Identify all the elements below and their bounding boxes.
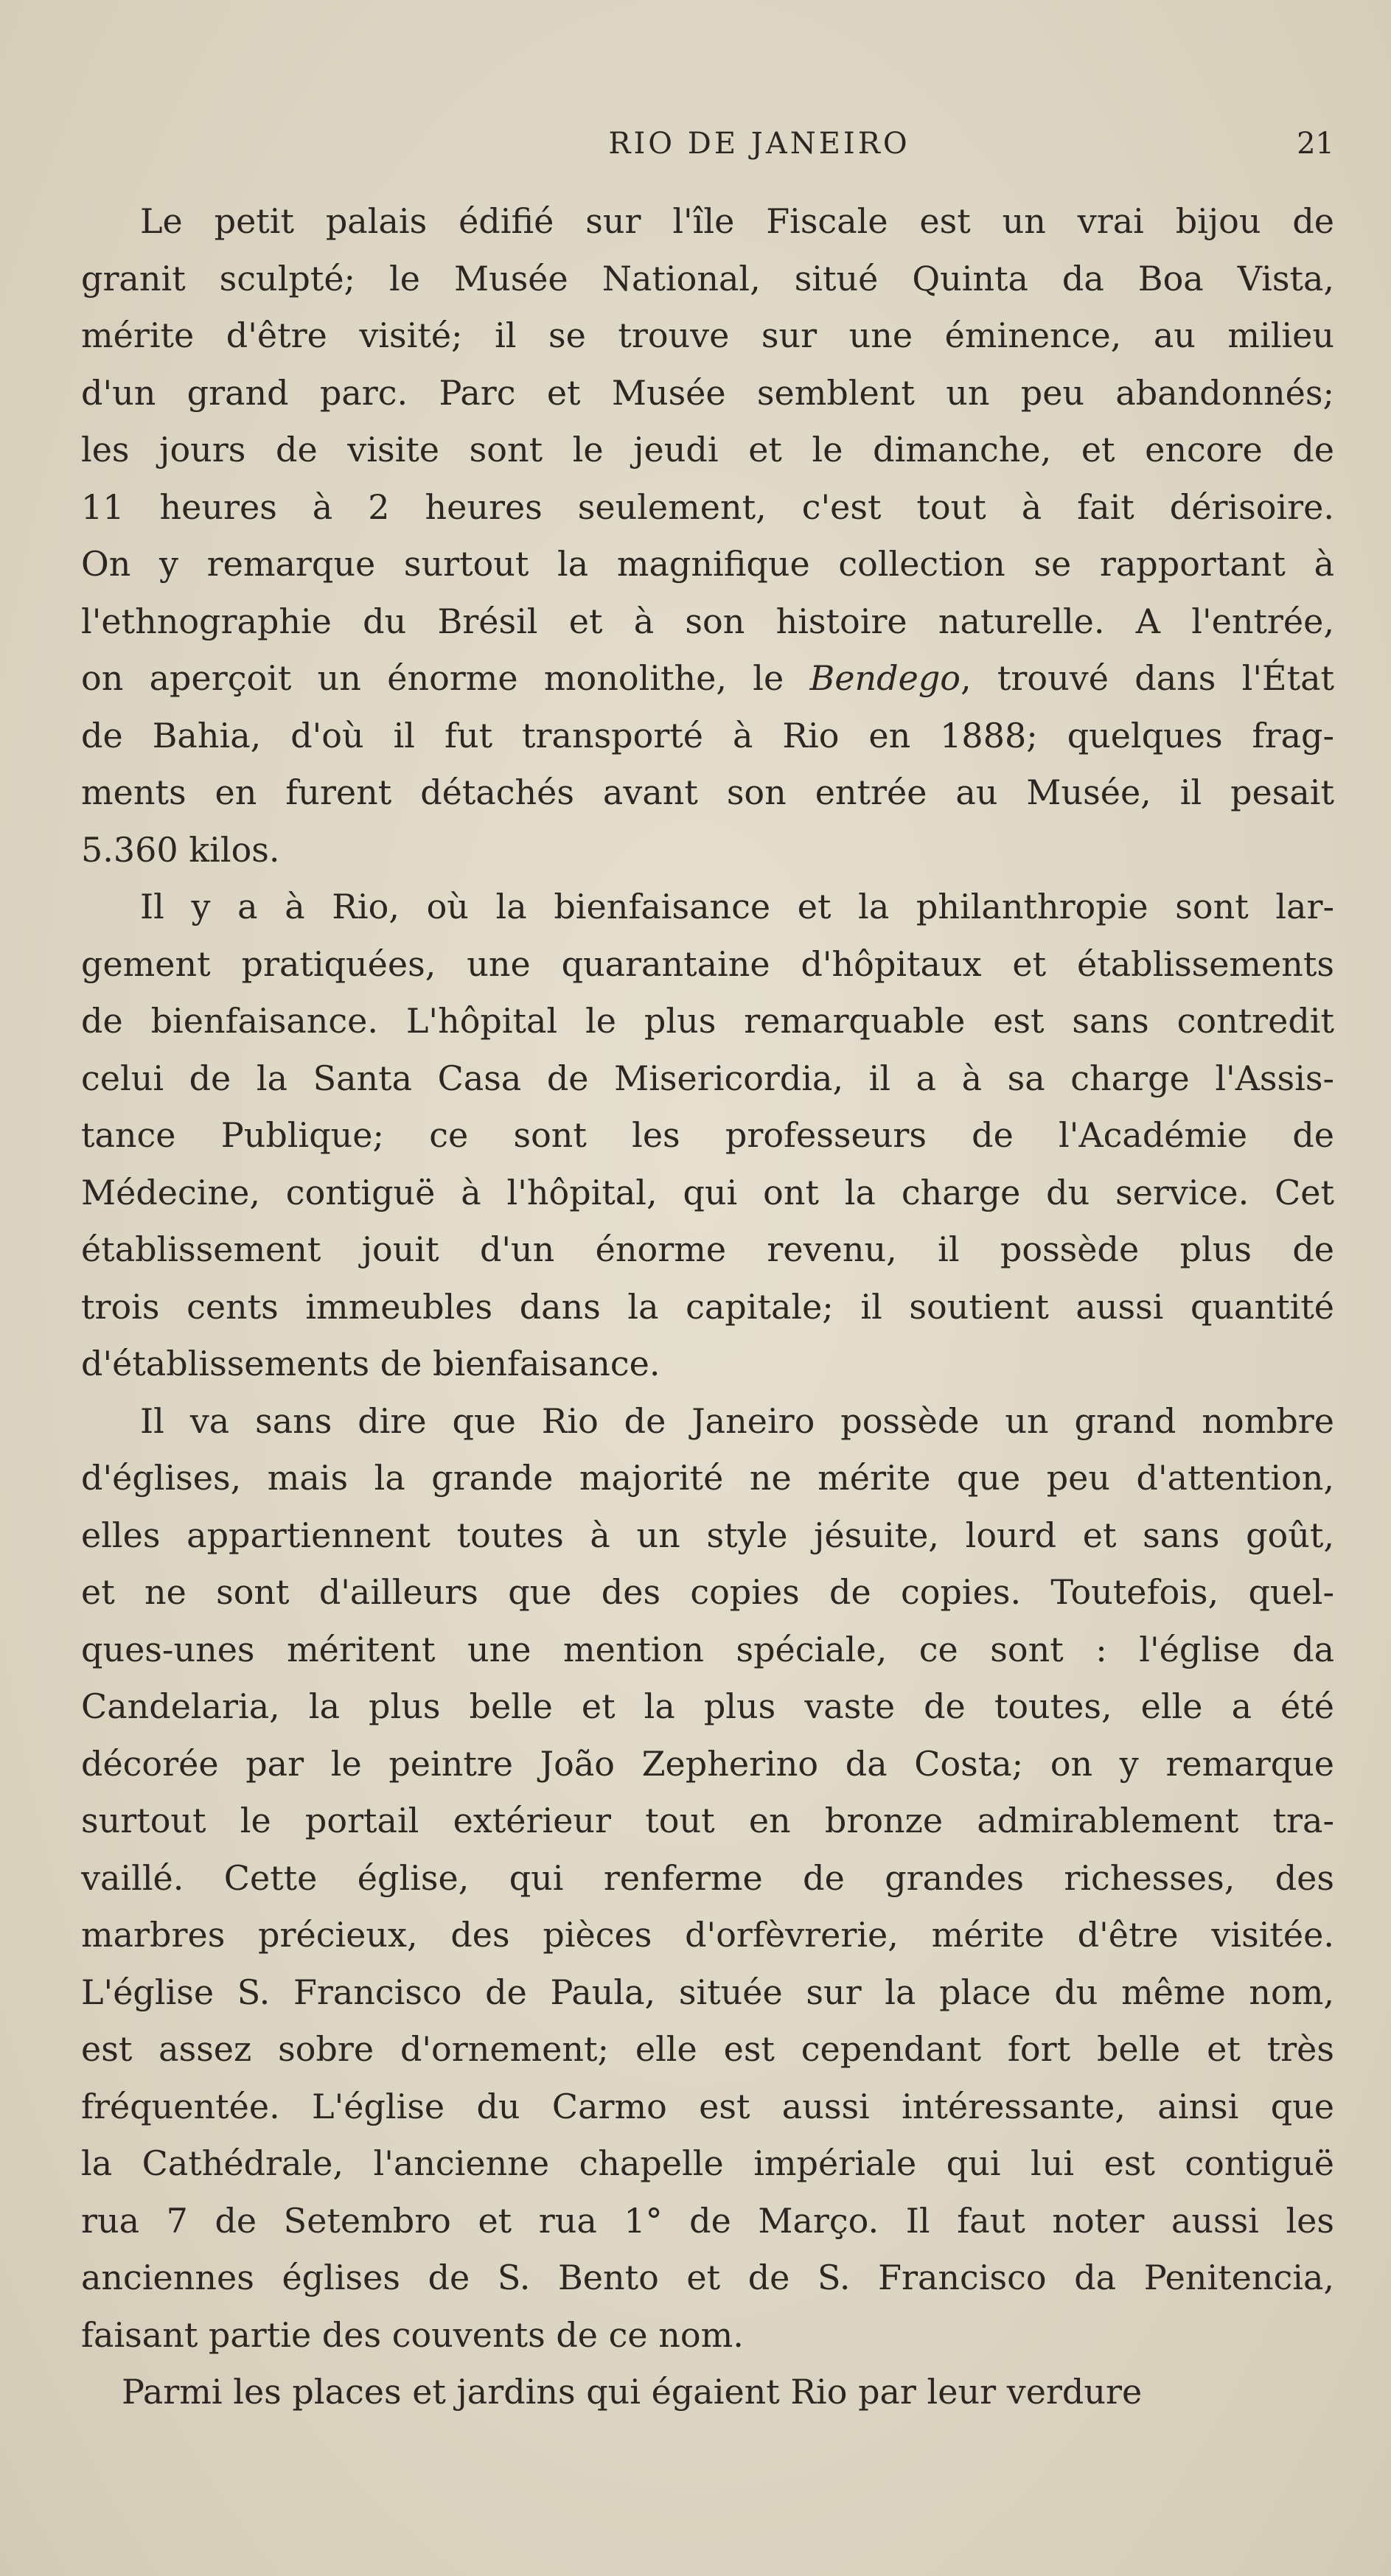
page-number: 21 [1297,127,1334,161]
text-line: Il y a à Rio, où la bienfaisance et la philanthropie sont lar- [140,887,1334,926]
text-line: de bienfaisance. L'hôpital le plus remarquable est sans contredit [81,1001,1334,1041]
text-line: Candelaria, la plus belle et la plus vaste de toutes, elle a été [81,1686,1334,1726]
page-header [81,121,1334,165]
text-line: est assez sobre d'ornement; elle est cependant fort belle et très [81,2029,1334,2069]
text-line: la Cathédrale, l'ancienne chapelle impériale qui lui est contiguë [81,2143,1334,2183]
body-text [81,193,1334,2421]
text-line: surtout le portail extérieur tout en bronze admirablement tra- [81,1801,1334,1840]
text-line: Il va sans dire que Rio de Janeiro possède un grand nombre [140,1400,1334,1441]
text-line: marbres précieux, des pièces d'orfèvrerie, mérite d'être visitée. [81,1915,1334,1955]
text-line: d'établissements de bienfaisance. [81,1344,660,1383]
text-line: les jours de visite sont le jeudi et le dimanche, et encore de [81,430,1334,470]
text-line-mixed [81,650,1334,708]
text-line: gement pratiquées, une quarantaine d'hôpitaux et établissements [81,943,1334,984]
text-line: Parmi les places et jardins qui égaient Rio par leur verdure [122,2372,1143,2412]
text-line: vaillé. Cette église, qui renferme de grandes richesses, des [81,1857,1334,1898]
text-segment: , trouvé dans l'État [961,658,1334,698]
text-line: trois cents immeubles dans la capitale; il soutient aussi quantité [81,1286,1334,1327]
text-line: Médecine, contiguë à l'hôpital, qui ont la charge du service. Cet [81,1172,1334,1212]
text-line: 5.360 kilos. [81,829,280,870]
text-line: 11 heures à 2 heures seulement, c'est tout à fait dérisoire. [81,486,1334,527]
italic-term: Bendego [809,658,961,698]
text-line: ments en furent détachés avant son entrée au Musée, il pesait [81,772,1334,812]
text-segment: on aperçoit un énorme monolithe, le [81,658,784,698]
text-line: rua 7 de Setembro et rua 1° de Março. Il faut noter aussi les [81,2200,1334,2241]
text-line: celui de la Santa Casa de Misericordia, il a à sa charge l'Assis- [81,1058,1334,1098]
text-line: L'église S. Francisco de Paula, située sur la place du même nom, [81,1972,1334,2012]
text-line: faisant partie des couvents de ce nom. [81,2314,744,2355]
text-line: décorée par le peintre João Zepherino da Costa; on y remarque [81,1743,1334,1784]
text-line: On y remarque surtout la magnifique collection se rapportant à [81,544,1334,584]
text-line: l'ethnographie du Brésil et à son histoire naturelle. A l'entrée, [81,601,1334,641]
text-line: elles appartiennent toutes à un style jésuite, lourd et sans goût, [81,1515,1334,1555]
text-line: Le petit palais édifié sur l'île Fiscale est un vrai bijou de [140,201,1334,241]
text-line: fréquentée. L'église du Carmo est aussi intéressante, ainsi que [81,2086,1334,2126]
text-line: d'un grand parc. Parc et Musée semblent un peu abandonnés; [81,372,1334,413]
running-title: RIO DE JANEIRO [608,127,910,161]
text-line: granit sculpté; le Musée National, situé Quinta da Boa Vista, [81,258,1334,299]
text-line: anciennes églises de S. Bento et de S. Francisco da Penitencia, [81,2258,1334,2297]
text-line: d'églises, mais la grande majorité ne mérite que peu d'attention, [81,1458,1334,1498]
text-line: ques-unes méritent une mention spéciale, ce sont : l'église da [81,1629,1334,1669]
text-line: mérite d'être visité; il se trouve sur une éminence, au milieu [81,315,1334,355]
text-line: de Bahia, d'où il fut transporté à Rio en 1888; quelques frag- [81,715,1334,755]
text-line: et ne sont d'ailleurs que des copies de copies. Toutefois, quel- [81,1572,1334,1612]
text-line: tance Publique; ce sont les professeurs de l'Académie de [81,1115,1334,1155]
text-line: établissement jouit d'un énorme revenu, il possède plus de [81,1229,1334,1269]
